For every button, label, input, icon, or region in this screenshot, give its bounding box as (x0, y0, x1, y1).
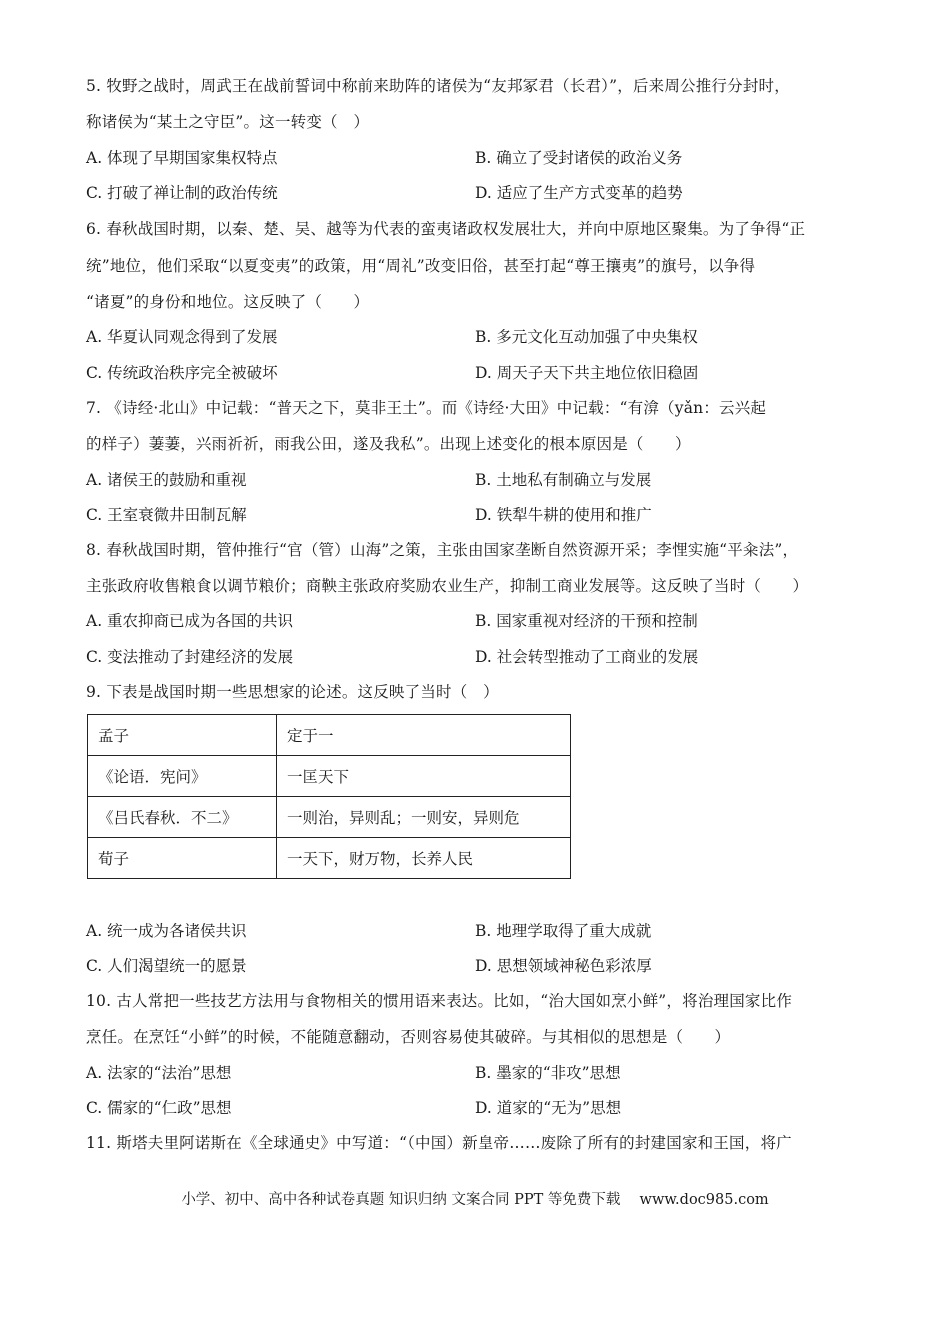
q10-option-c: C. 儒家的“仁政”思想 (86, 1099, 232, 1117)
table-cell-source: 《论语．宪问》 (88, 756, 277, 797)
q8-option-d: D. 社会转型推动了工商业的发展 (475, 648, 699, 666)
q7-option-a: A. 诸侯王的鼓励和重视 (86, 471, 247, 489)
q10-stem-line-2: 烹任。在烹饪“小鲜”的时候，不能随意翻动，否则容易使其破碎。与其相似的思想是（ ） (86, 1028, 731, 1046)
q11-stem-line-1: 11. 斯塔夫里阿诺斯在《全球通史》中写道：“（中国）新皇帝……废除了所有的封建国家和王国，将广 (86, 1134, 792, 1152)
q8-option-b: B. 国家重视对经济的干预和控制 (475, 612, 698, 630)
q5-stem-line-1: 5. 牧野之战时，周武王在战前誓词中称前来助阵的诸侯为“友邦冢君（长君）”，后来周公推行分封时， (86, 77, 790, 95)
q5-option-b: B. 确立了受封诸侯的政治义务 (475, 149, 683, 167)
q9-option-c: C. 人们渴望统一的愿景 (86, 957, 247, 975)
page-footer: 小学、初中、高中各种试卷真题 知识归纳 文案合同 PPT 等免费下载 www.doc985.com (181, 1192, 769, 1208)
q10-option-a: A. 法家的“法治”思想 (86, 1064, 232, 1082)
q10-option-b: B. 墨家的“非攻”思想 (475, 1064, 621, 1082)
table-row (88, 756, 571, 797)
q5-option-d: D. 适应了生产方式变革的趋势 (475, 184, 683, 202)
q6-option-c: C. 传统政治秩序完全被破坏 (86, 364, 278, 382)
q7-option-c: C. 王室衰微井田制瓦解 (86, 506, 247, 524)
q7-stem-line-1: 7. 《诗经·北山》中记载：“普天之下，莫非王土”。而《诗经·大田》中记载：“有渰（yǎn：云兴起 (86, 399, 767, 417)
q7-option-d: D. 铁犁牛耕的使用和推广 (475, 506, 652, 524)
q6-stem-line-3: “诸夏”的身份和地位。这反映了（ ） (86, 293, 370, 311)
q5-stem-line-2: 称诸侯为“某土之守臣”。这一转变（ ） (86, 113, 370, 131)
table-cell-quote: 一天下，财万物，长养人民 (277, 838, 571, 879)
q7-stem-line-2: 的样子）萋萋，兴雨祈祈，雨我公田，遂及我私”。出现上述变化的根本原因是（ ） (86, 435, 691, 453)
q9-stem-line-1: 9. 下表是战国时期一些思想家的论述。这反映了当时（ ） (86, 683, 499, 701)
q9-quote-table (87, 714, 571, 879)
q10-stem-line-1: 10. 古人常把一些技艺方法用与食物相关的惯用语来表达。比如，“治大国如烹小鲜”，将治理国家比作 (86, 992, 793, 1010)
q8-option-c: C. 变法推动了封建经济的发展 (86, 648, 294, 666)
table-cell-source: 孟子 (88, 715, 277, 756)
table-cell-quote: 一则治，异则乱；一则安，异则危 (277, 797, 571, 838)
q6-option-b: B. 多元文化互动加强了中央集权 (475, 328, 698, 346)
q9-option-d: D. 思想领域神秘色彩浓厚 (475, 957, 652, 975)
q6-option-a: A. 华夏认同观念得到了发展 (86, 328, 278, 346)
q5-option-c: C. 打破了禅让制的政治传统 (86, 184, 278, 202)
table-cell-source: 荀子 (88, 838, 277, 879)
q8-option-a: A. 重农抑商已成为各国的共识 (86, 612, 294, 630)
q10-option-d: D. 道家的“无为”思想 (475, 1099, 622, 1117)
q9-option-b: B. 地理学取得了重大成就 (475, 922, 652, 940)
q7-option-b: B. 土地私有制确立与发展 (475, 471, 652, 489)
table-row (88, 838, 571, 879)
q8-stem-line-1: 8. 春秋战国时期，管仲推行“官（管）山海”之策，主张由国家垄断自然资源开采；李悝实施“平籴法”， (86, 541, 799, 559)
table-row (88, 715, 571, 756)
table-cell-source: 《吕氏春秋．不二》 (88, 797, 277, 838)
q6-option-d: D. 周天子天下共主地位依旧稳固 (475, 364, 699, 382)
q6-stem-line-1: 6. 春秋战国时期，以秦、楚、吴、越等为代表的蛮夷诸政权发展壮大，并向中原地区聚集。为了争得“正 (86, 220, 806, 238)
q5-option-a: A. 体现了早期国家集权特点 (86, 149, 278, 167)
table-cell-quote: 定于一 (277, 715, 571, 756)
q9-option-a: A. 统一成为各诸侯共识 (86, 922, 247, 940)
q8-stem-line-2: 主张政府收售粮食以调节粮价；商鞅主张政府奖励农业生产，抑制工商业发展等。这反映了当时（ ） (86, 577, 809, 595)
table-row (88, 797, 571, 838)
table-cell-quote: 一匡天下 (277, 756, 571, 797)
q6-stem-line-2: 统”地位，他们采取“以夏变夷”的政策，用“周礼”改变旧俗，甚至打起“尊王攘夷”的旗号，以争得 (86, 257, 756, 275)
